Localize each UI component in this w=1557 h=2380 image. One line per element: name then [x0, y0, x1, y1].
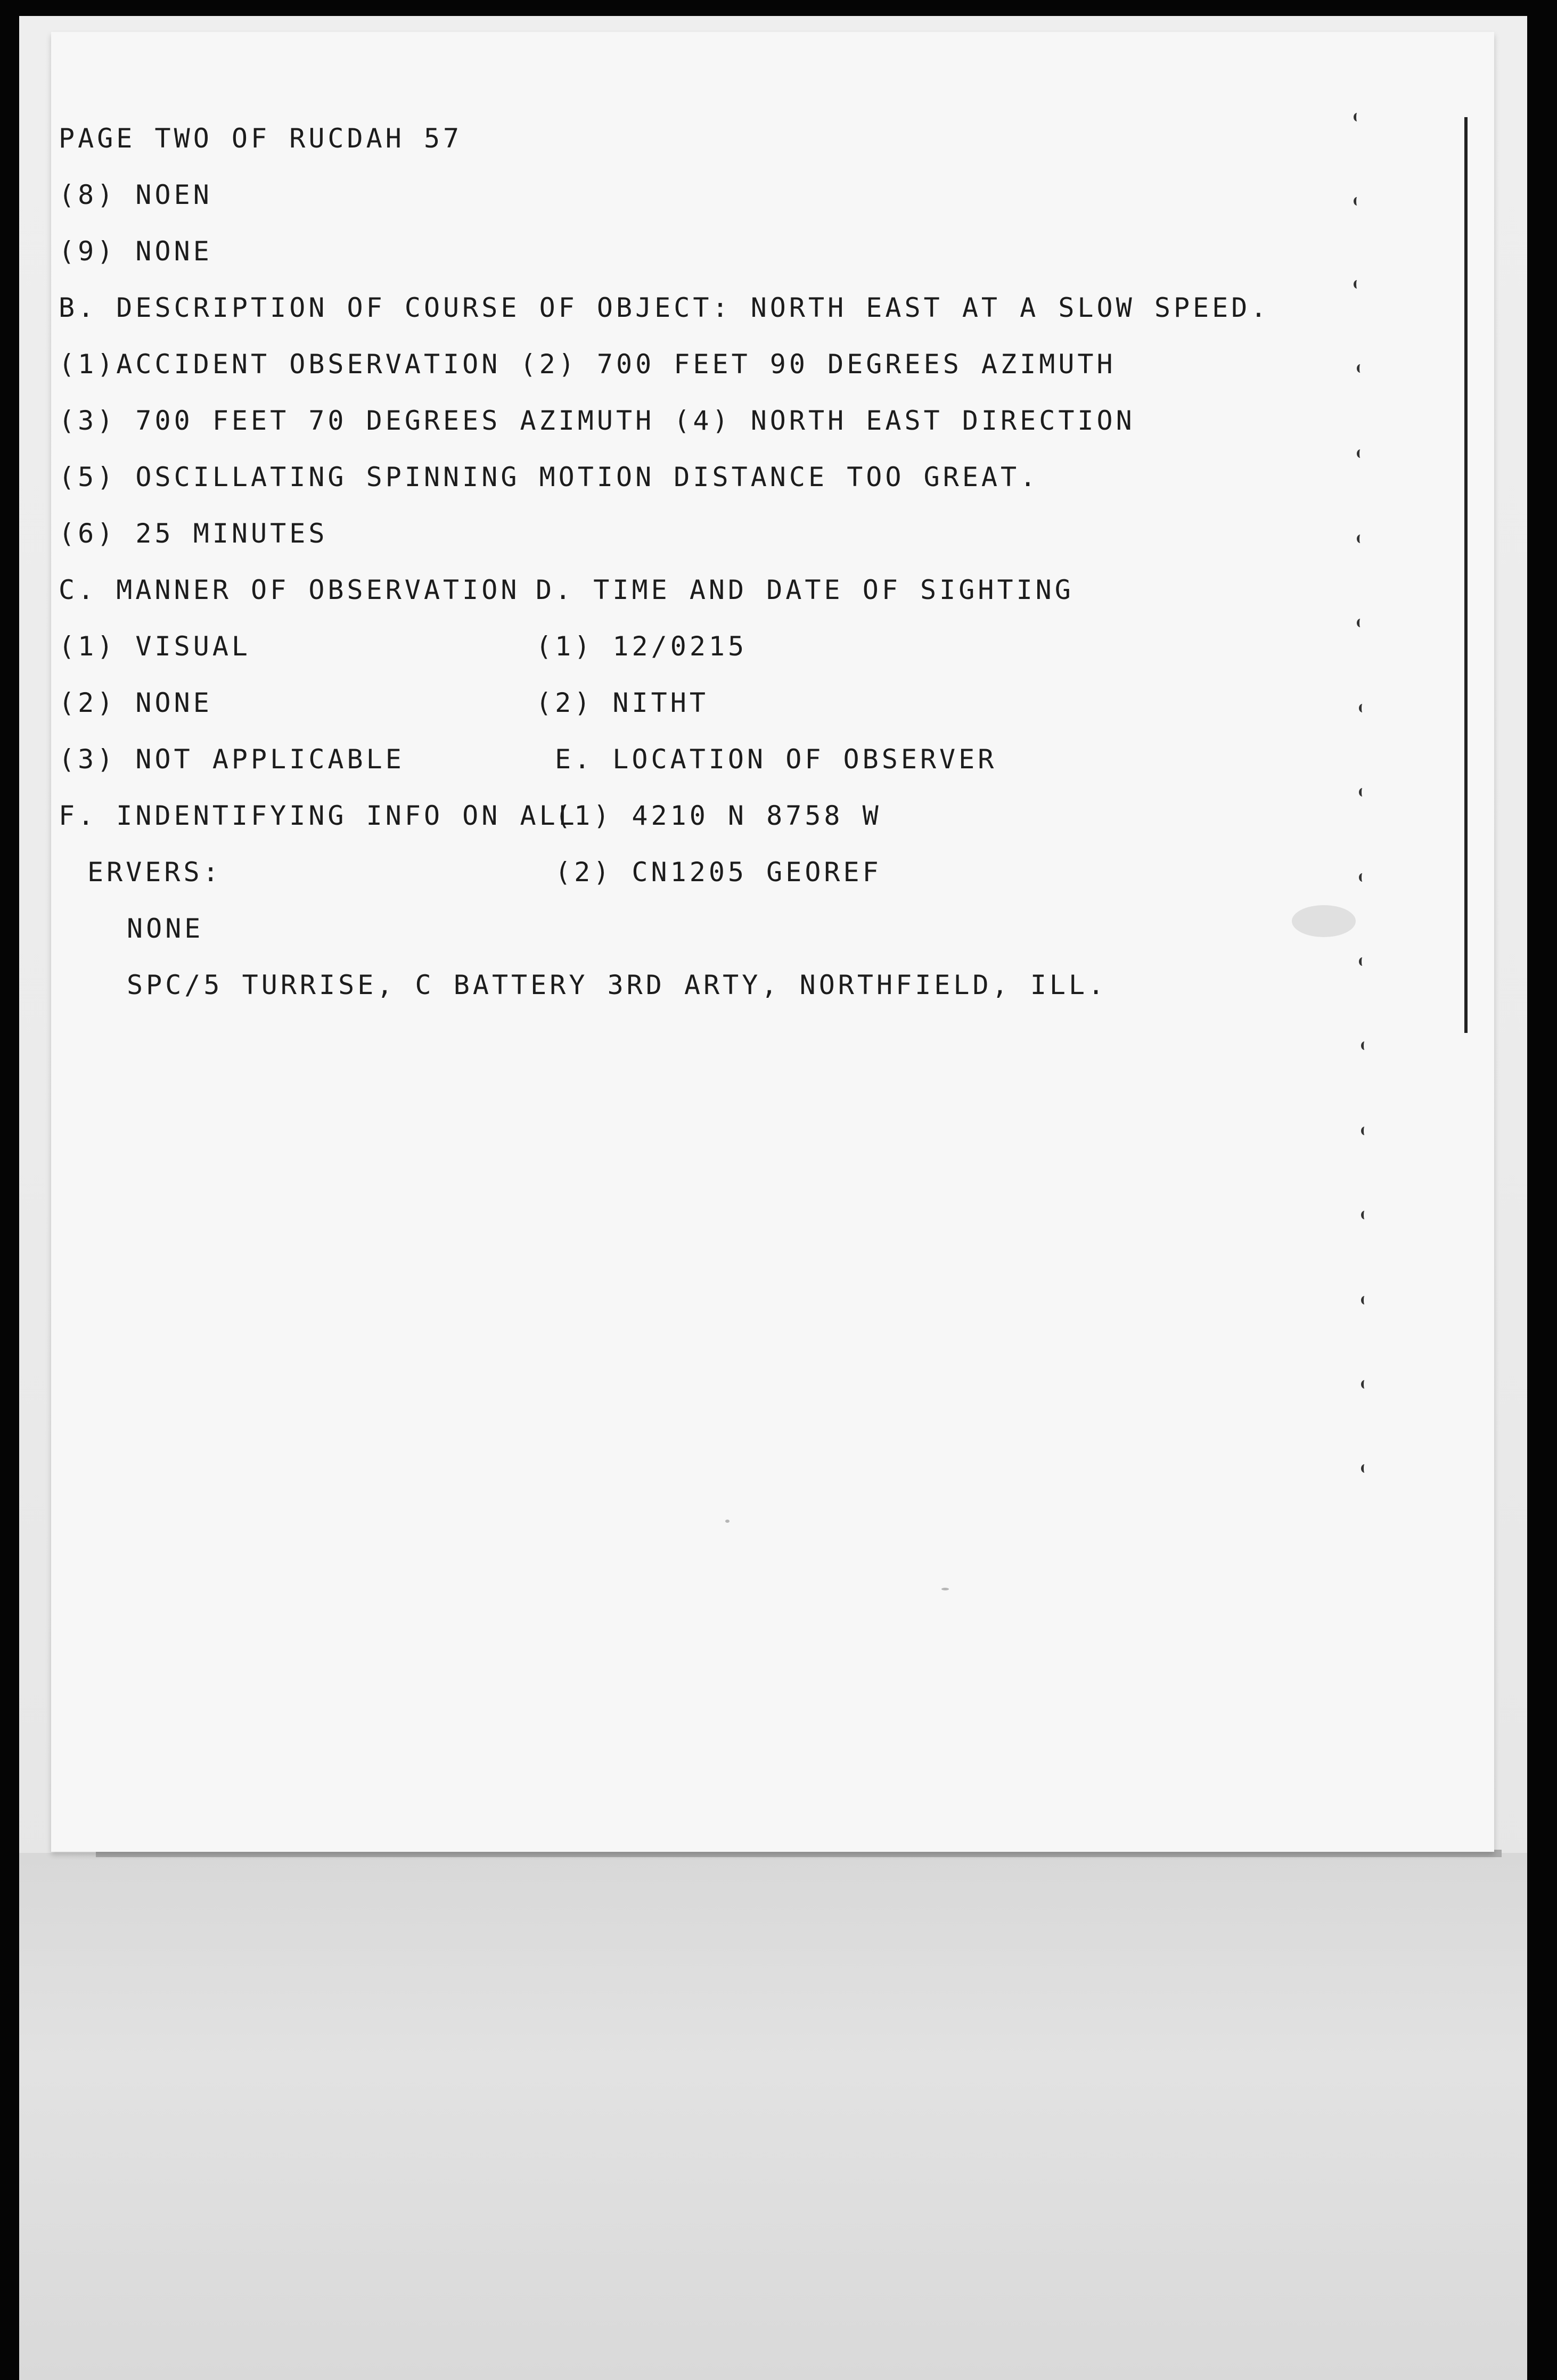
- section-d-item-1: (1) 12/0215: [536, 631, 748, 662]
- item-8-line: (8) NOEN: [59, 179, 212, 210]
- feed-hole-mark: [1357, 449, 1364, 458]
- page-header: PAGE TWO OF RUCDAH 57: [59, 123, 463, 154]
- section-c-item-3: (3) NOT APPLICABLE: [59, 744, 405, 775]
- feed-hole-mark: [1359, 957, 1366, 966]
- section-b-heading: B. DESCRIPTION OF COURSE OF OBJECT: NORTH EAST AT A SLOW SPEED.: [59, 292, 1270, 323]
- section-c-heading: C. MANNER OF OBSERVATION: [59, 575, 520, 605]
- section-d-item-2: (2) NITHT: [536, 687, 709, 718]
- section-f-heading: F. INDENTIFYING INFO ON ALL: [59, 800, 578, 831]
- film-edge: [0, 0, 19, 2279]
- feed-hole-mark: [1354, 280, 1361, 289]
- page-right-rule: [1464, 117, 1468, 1033]
- paper-speck: [941, 1588, 949, 1590]
- section-e-item-2: (2) CN1205 GEOREF: [555, 857, 882, 888]
- feed-hole-mark: [1361, 1464, 1368, 1473]
- feed-hole-mark: [1359, 788, 1366, 797]
- feed-hole-mark: [1361, 1211, 1368, 1219]
- section-c-item-1: (1) VISUAL: [59, 631, 251, 662]
- teletype-page: [51, 32, 1494, 1852]
- feed-hole-mark: [1361, 1296, 1368, 1304]
- feed-hole-mark: [1354, 113, 1361, 121]
- feed-hole-mark: [1354, 197, 1361, 206]
- observer-identification: SPC/5 TURRISE, C BATTERY 3RD ARTY, NORTHFIELD, ILL.: [127, 970, 1108, 1000]
- section-b-line-2: (3) 700 FEET 70 DEGREES AZIMUTH (4) NORTH EAST DIRECTION: [59, 405, 1135, 436]
- feed-hole-mark: [1357, 364, 1364, 373]
- section-e-item-1: (1) 4210 N 8758 W: [555, 800, 882, 831]
- feed-hole-mark: [1359, 704, 1366, 712]
- section-b-line-3: (5) OSCILLATING SPINNING MOTION DISTANCE TOO GREAT.: [59, 462, 1039, 493]
- feed-hole-mark: [1357, 535, 1364, 543]
- section-f-heading-cont: ERVERS:: [87, 857, 222, 888]
- feed-hole-mark: [1361, 1127, 1368, 1135]
- section-f-item-none: NONE: [127, 913, 204, 944]
- section-e-heading: E. LOCATION OF OBSERVER: [555, 744, 997, 775]
- paper-speck: [1292, 905, 1356, 937]
- feed-hole-mark: [1361, 1380, 1368, 1389]
- feed-hole-mark: [1359, 873, 1366, 882]
- item-9-line: (9) NONE: [59, 236, 212, 267]
- mount-lower-band: [19, 1853, 1527, 2380]
- paper-speck: [725, 1520, 730, 1523]
- section-b-line-4: (6) 25 MINUTES: [59, 518, 328, 549]
- section-d-heading: D. TIME AND DATE OF SIGHTING: [536, 575, 1074, 605]
- section-c-item-2: (2) NONE: [59, 687, 212, 718]
- feed-hole-mark: [1357, 619, 1364, 627]
- feed-hole-mark: [1361, 1041, 1368, 1050]
- section-b-line-1: (1)ACCIDENT OBSERVATION (2) 700 FEET 90 DEGREES AZIMUTH: [59, 349, 1116, 380]
